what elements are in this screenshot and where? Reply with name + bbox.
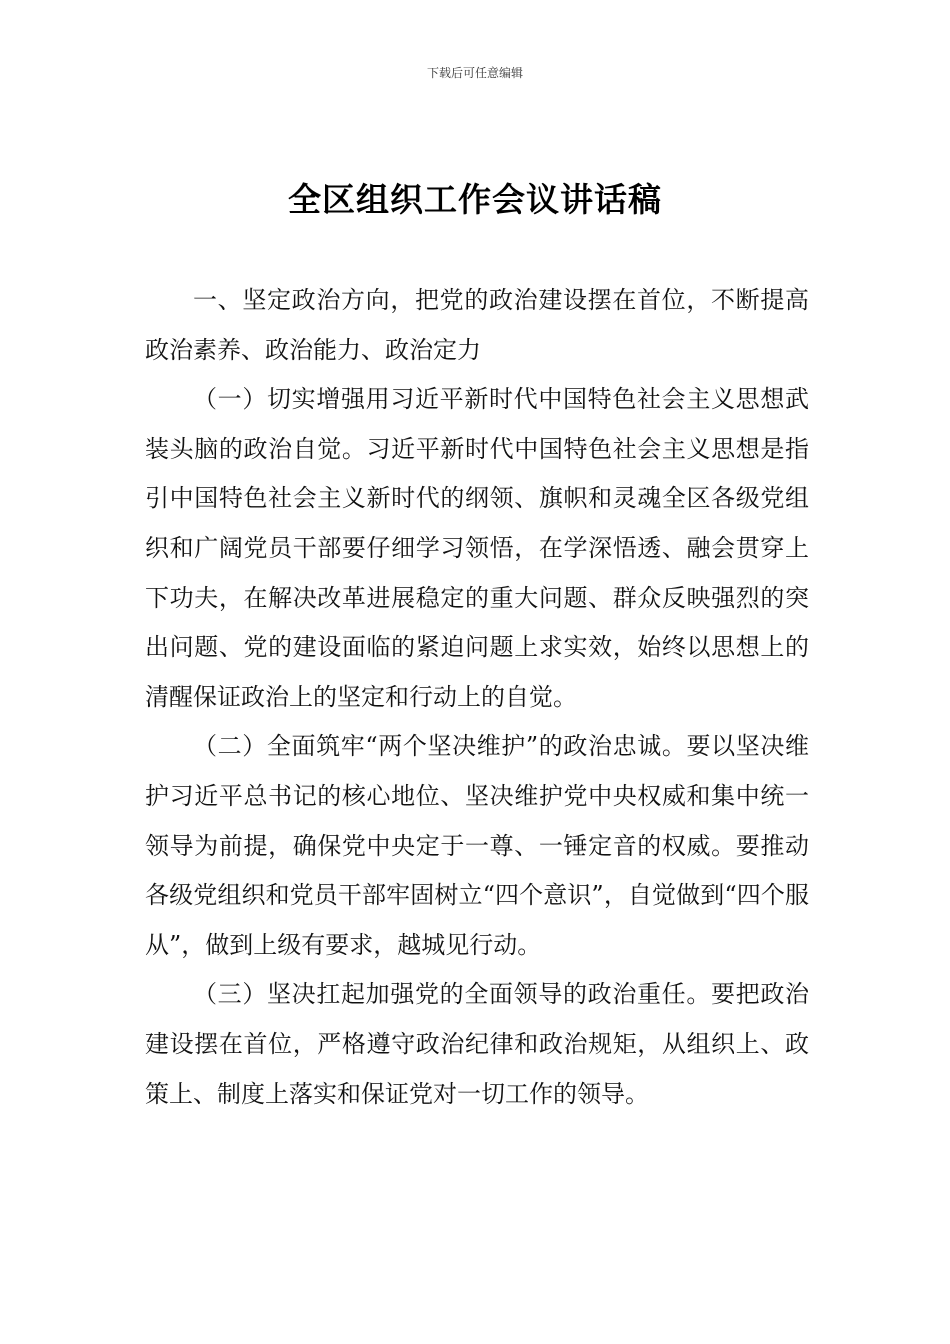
paragraph-2: （二）全面筑牢“两个坚决维护”的政治忠诚。要以坚决维护习近平总书记的核心地位、坚决维护党中央权威和集中统一领导为前提，确保党中央定于一尊、一锤定音的权威。要推动各级党组织和党员干部牢固树立“四个意识”，自觉做到“四个服从”，做到上级有要求，越城见行动。: [145, 732, 809, 959]
paragraph-1: （一）切实增强用习近平新时代中国特色社会主义思想武装头脑的政治自觉。习近平新时代中国特色社会主义思想是指引中国特色社会主义新时代的纲领、旗帜和灵魂全区各级党组织和广阔党员干部要仔细学习领悟，在学深悟透、融会贯穿上下功夫，在解决改革进展稳定的重大问题、群众反映强烈的突出问题、党的建设面临的紧迫问题上求实效，始终以思想上的清醒保证政治上的坚定和行动上的自觉。: [145, 385, 809, 711]
paragraph-3: （三）坚决扛起加强党的全面领导的政治重任。要把政治建设摆在首位，严格遵守政治纪律和政治规矩，从组织上、政策上、制度上落实和保证党对一切工作的领导。: [145, 980, 809, 1108]
page-header-note: 下载后可任意编辑: [426, 66, 523, 80]
section-heading-1: 一、坚定政治方向，把党的政治建设摆在首位，不断提高政治素养、政治能力、政治定力: [145, 286, 809, 364]
document-body: [145, 276, 809, 1119]
document-title: 全区组织工作会议讲话稿: [288, 180, 662, 219]
